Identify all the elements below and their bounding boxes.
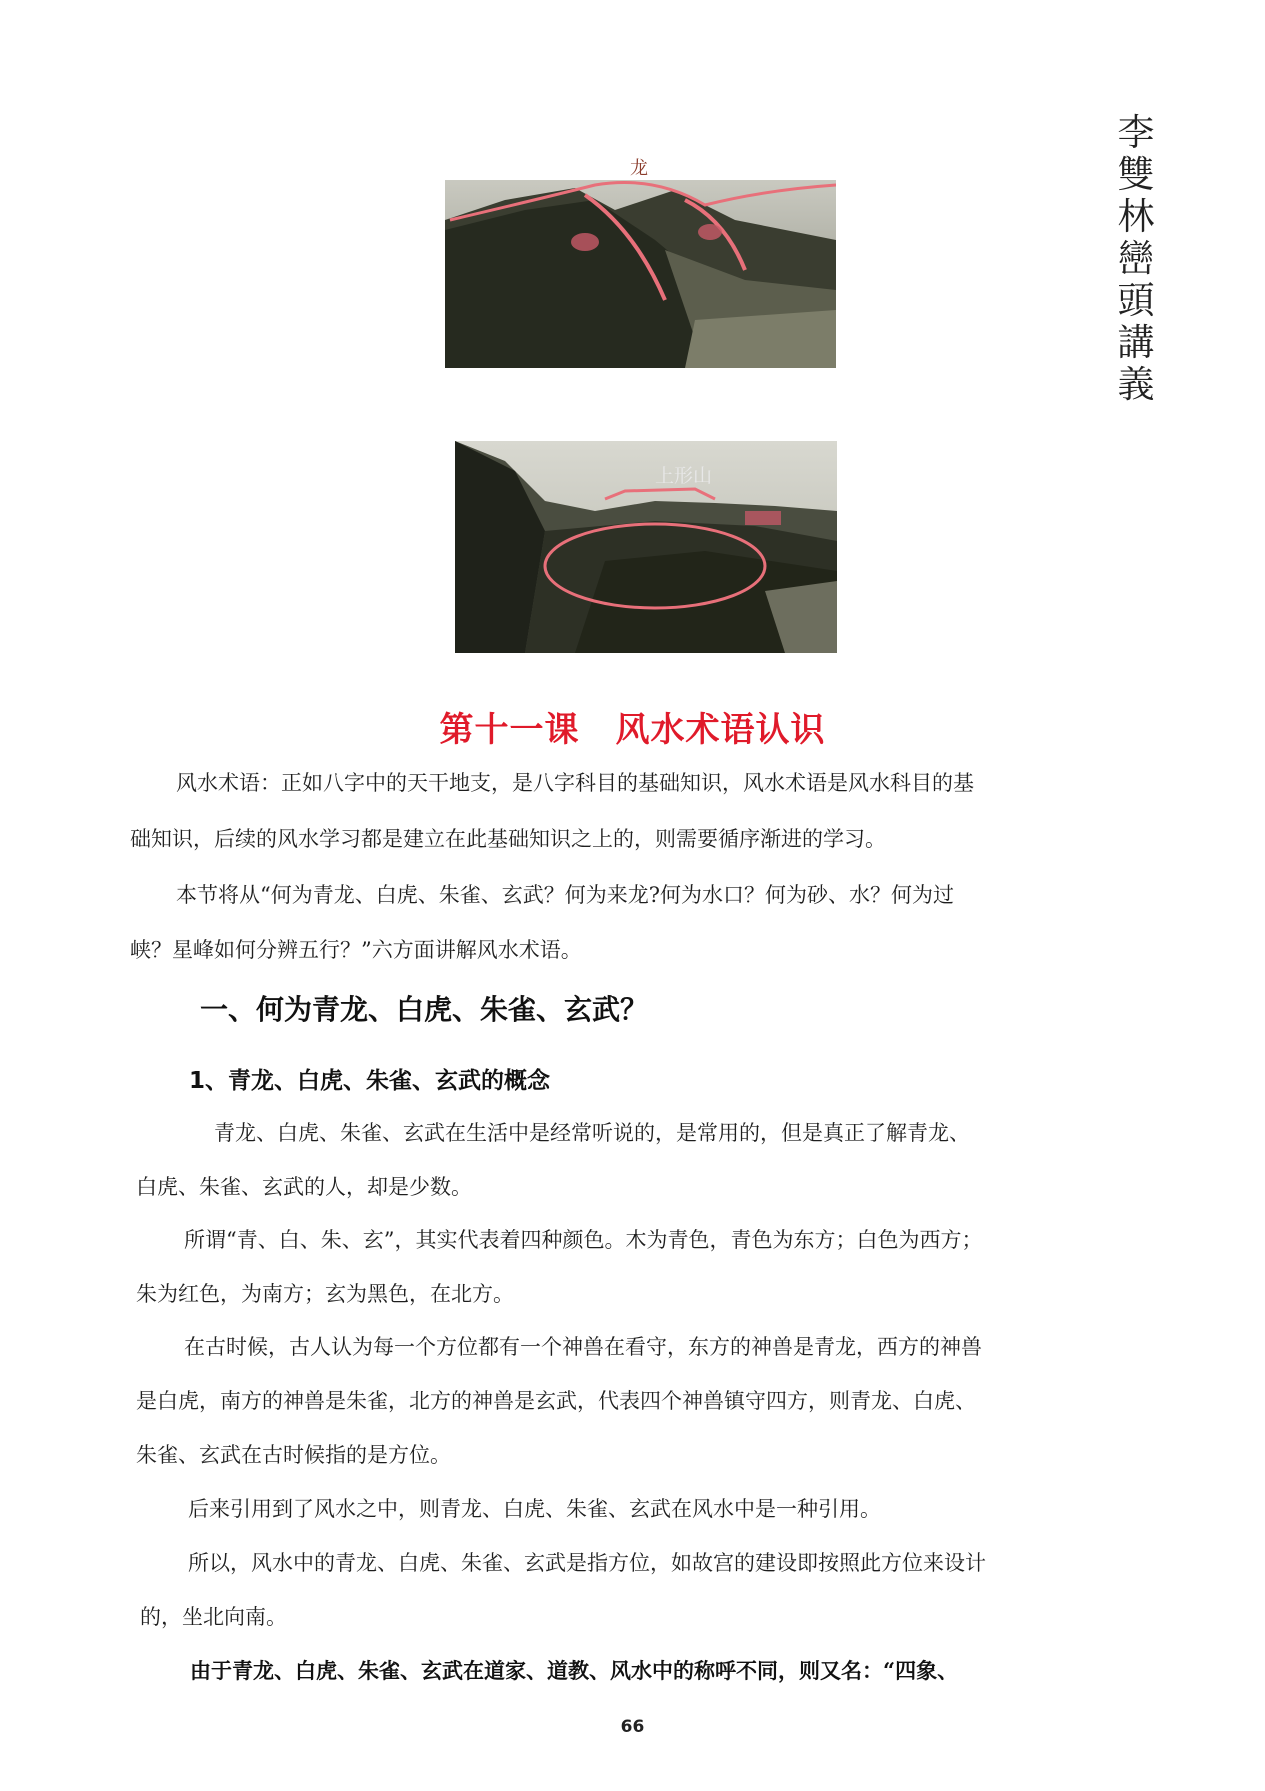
valley-photo xyxy=(455,441,837,653)
side-title-char: 講 xyxy=(1117,321,1155,364)
body-line: 是白虎，南方的神兽是朱雀，北方的神兽是玄武，代表四个神兽镇守四方，则青龙、白虎、 xyxy=(136,1389,976,1413)
intro-paragraph-1-line-2: 础知识，后续的风水学习都是建立在此基础知识之上的，则需要循序渐进的学习。 xyxy=(130,827,886,851)
mountain-label: 上形山 xyxy=(655,465,713,487)
section-subheading: 1、青龙、白虎、朱雀、玄武的概念 xyxy=(189,1068,551,1094)
lesson-number: 第十一课 xyxy=(439,710,580,750)
body-line: 所谓“青、白、朱、玄”，其实代表着四种颜色。木为青色，青色为东方；白色为西方； xyxy=(184,1228,983,1252)
lesson-name: 风水术语认识 xyxy=(615,710,826,750)
side-title xyxy=(1108,112,1164,406)
side-title-char: 巒 xyxy=(1117,237,1155,280)
side-title-char: 雙 xyxy=(1117,153,1155,196)
section-heading: 一、何为青龙、白虎、朱雀、玄武？ xyxy=(200,993,649,1026)
body-line: 在古时候，古人认为每一个方位都有一个神兽在看守，东方的神兽是青龙，西方的神兽 xyxy=(184,1335,982,1359)
dragon-label: 龙 xyxy=(630,158,648,179)
page-number: 66 xyxy=(620,1717,645,1737)
intro-paragraph-1-line-1: 风水术语：正如八字中的天干地支，是八字科目的基础知识，风水术语是风水科目的基 xyxy=(176,771,974,795)
body-line-bold: 由于青龙、白虎、朱雀、玄武在道家、道教、风水中的称呼不同，则又名：“四象、 xyxy=(190,1658,959,1683)
intro-paragraph-2-line-2: 峡？星峰如何分辨五行？”六方面讲解风水术语。 xyxy=(130,938,582,962)
side-title-char: 林 xyxy=(1117,195,1155,238)
body-line: 朱为红色，为南方；玄为黑色，在北方。 xyxy=(136,1282,514,1306)
body-line: 朱雀、玄武在古时候指的是方位。 xyxy=(136,1443,451,1467)
body-line: 所以，风水中的青龙、白虎、朱雀、玄武是指方位，如故宫的建设即按照此方位来设计 xyxy=(188,1551,986,1575)
body-line: 后来引用到了风水之中，则青龙、白虎、朱雀、玄武在风水中是一种引用。 xyxy=(188,1497,881,1521)
lesson-title xyxy=(0,702,1265,751)
side-title-char: 頭 xyxy=(1117,279,1155,322)
body-line: 青龙、白虎、朱雀、玄武在生活中是经常听说的，是常用的，但是真正了解青龙、 xyxy=(214,1121,970,1145)
body-line: 白虎、朱雀、玄武的人，却是少数。 xyxy=(136,1175,472,1199)
body-line: 的，坐北向南。 xyxy=(140,1605,287,1629)
side-title-char: 李 xyxy=(1117,111,1155,154)
mountain-ridge-photo xyxy=(445,180,836,368)
side-title-char: 義 xyxy=(1117,363,1155,406)
intro-paragraph-2-line-1: 本节将从“何为青龙、白虎、朱雀、玄武？何为来龙?何为水口？何为砂、水？何为过 xyxy=(176,883,954,907)
